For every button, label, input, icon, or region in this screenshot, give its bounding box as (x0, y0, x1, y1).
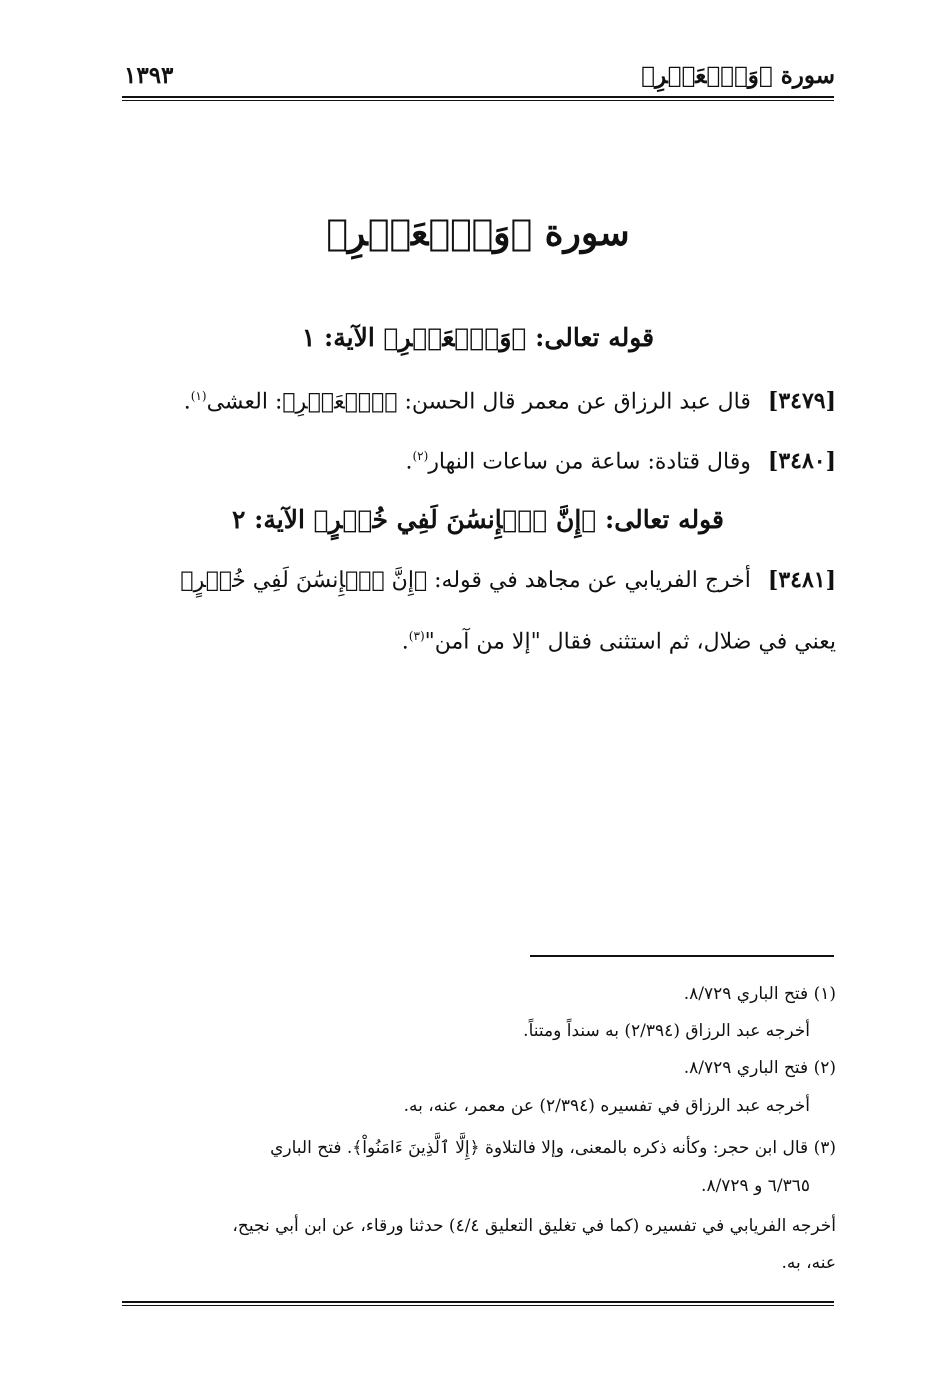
footnote-1-line1: (١) فتح الباري ٨/٧٢٩. (683, 984, 836, 1004)
running-header-surah: سورة ﴿وَٱلۡعَصۡرِ﴾ (641, 62, 835, 89)
footnote-ref: (٣) (408, 629, 425, 643)
narration-text: يعني في ضلال، ثم استثنى فقال "إلا من آمن" (424, 629, 836, 655)
footnote-2-line1: (٢) فتح الباري ٨/٧٢٩. (683, 1058, 836, 1078)
narration-number: [٣٤٨٠] (767, 448, 836, 475)
narration-3481-line2 (124, 608, 836, 670)
footnote-3-line1: (٣) قال ابن حجر: وكأنه ذكره بالمعنى، وإلا فالتلاوة ﴿إِلَّا ٱلَّذِينَ ءَامَنُواْ﴾. فتح الباري (270, 1138, 836, 1158)
narration-text: وقال قتادة: ساعة من ساعات النهار (428, 449, 751, 475)
footer-rule-thin (122, 1305, 834, 1306)
footnote-3-line3: أخرجه الفريابي في تفسيره (كما في تغليق التعليق ٤/٤) حدثنا ورقاء، عن ابن أبي نجيح، (232, 1216, 836, 1236)
header-rule-thick (122, 96, 834, 98)
narration-3480 (124, 428, 836, 490)
header-rule-thin (122, 100, 834, 101)
narration-end: . (401, 629, 409, 655)
narration-number: [٣٤٨١] (767, 567, 836, 593)
narration-text: قال عبد الرزاق عن معمر قال الحسن: ﴿ٱلۡعَصۡرِ﴾: العشى (206, 389, 751, 415)
narration-end: . (405, 449, 413, 475)
footnote-1-line2: أخرجه عبد الرزاق (٢/٣٩٤) به سنداً ومتناً. (523, 1021, 810, 1041)
footnote-separator (530, 955, 834, 957)
footer-rule-thick (122, 1301, 834, 1303)
narration-number: [٣٤٧٩] (767, 388, 836, 415)
footnote-ref: (١) (190, 389, 207, 403)
section-heading-2: قوله تعالى: ﴿إِنَّ ٱلۡإِنسَٰنَ لَفِي خُسۡرٍ﴾ الآية: ٢ (232, 505, 724, 534)
section-heading-1: قوله تعالى: ﴿وَٱلۡعَصۡرِ﴾ الآية: ١ (301, 323, 655, 352)
narration-end: . (183, 389, 191, 415)
surah-title: سورة ﴿وَٱلۡعَصۡرِ﴾ (326, 212, 630, 254)
narration-3479 (124, 368, 836, 430)
page-number: ١٣٩٣ (124, 62, 174, 89)
narration-text: أخرج الفريابي عن مجاهد في قوله: ﴿إِنَّ ٱلۡإِنسَٰنَ لَفِي خُسۡرٍ﴾ (180, 568, 751, 593)
footnote-3-line4: عنه، به. (781, 1253, 836, 1273)
footnote-ref: (٢) (412, 449, 429, 463)
footnote-2-line2: أخرجه عبد الرزاق في تفسيره (٢/٣٩٤) عن معمر، عنه، به. (403, 1096, 810, 1116)
narration-3481-line1 (124, 552, 836, 609)
footnote-3-line2: ٦/٣٦٥ و ٨/٧٢٩. (701, 1176, 810, 1196)
